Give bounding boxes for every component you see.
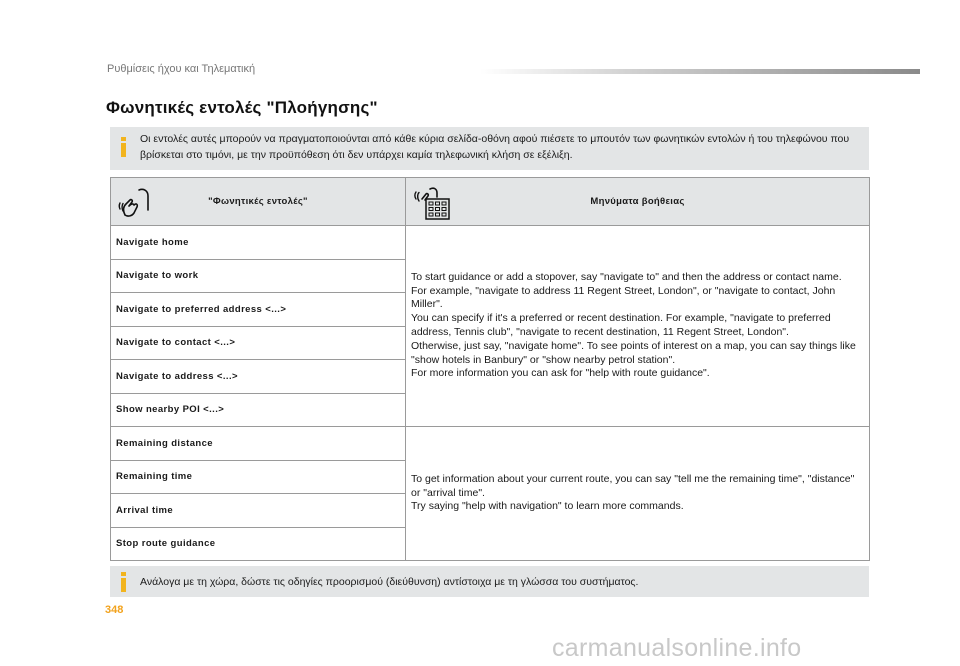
column-header-commands bbox=[111, 178, 406, 226]
help-message-line: Try saying "help with navigation" to learn more commands. bbox=[411, 500, 684, 513]
table-row bbox=[111, 226, 870, 260]
command-cell: Navigate to contact <...> bbox=[111, 326, 406, 360]
help-message-route-info bbox=[406, 427, 870, 561]
section-header: Ρυθμίσεις ήχου και Τηλεματική bbox=[107, 63, 256, 75]
help-message-line: For more information you can ask for "help with route guidance". bbox=[411, 367, 710, 380]
info-icon bbox=[121, 572, 126, 592]
command-cell: Remaining distance bbox=[111, 427, 406, 461]
column-header-commands-label: "Φωνητικές εντολές" bbox=[208, 196, 308, 207]
command-cell: Arrival time bbox=[111, 494, 406, 528]
command-cell: Navigate to address <...> bbox=[111, 360, 406, 394]
info-icon bbox=[121, 137, 126, 157]
info-text-bottom: Ανάλογα με τη χώρα, δώστε τις οδηγίες προορισμού (διεύθυνση) αντίστοιχα με τη γλώσσα του συστήματος. bbox=[140, 576, 639, 588]
help-message-line: Otherwise, just say, "navigate home". To see points of interest on a map, you can say things like "show hotels in Banbury" or "show nearby petrol station". bbox=[411, 339, 856, 366]
column-header-messages bbox=[406, 178, 870, 226]
table-row bbox=[111, 427, 870, 461]
page-title: Φωνητικές εντολές "Πλοήγησης" bbox=[106, 98, 378, 117]
help-message-line: You can specify if it's a preferred or recent destination. For example, "navigate to preferred address, Tennis club", "navigate to recent destination, 11 Regent Street, London". bbox=[411, 312, 831, 338]
watermark: carmanualsonline.info bbox=[552, 634, 802, 662]
info-text-top: Οι εντολές αυτές μπορούν να πραγματοποιούνται από κάθε κύρια σελίδα-οθόνη αφού πιέσετε το μπουτόν των φωνητικών εντολών ή του τηλεφώνου που βρίσκεται στο τιμόνι, με την προϋπόθεση ότι δεν υπάρχει καμία τηλεφωνική κλήση σε εξέλιξη. bbox=[140, 133, 850, 161]
command-cell: Navigate to preferred address <...> bbox=[111, 293, 406, 327]
help-message-navigation bbox=[406, 226, 870, 427]
voice-command-table bbox=[110, 177, 870, 561]
info-box-bottom bbox=[110, 566, 869, 597]
info-box-top bbox=[110, 127, 869, 170]
column-header-messages-label: Μηνύματα βοήθειας bbox=[590, 196, 685, 207]
command-cell: Navigate to work bbox=[111, 259, 406, 293]
page-number: 348 bbox=[105, 604, 124, 616]
header-divider bbox=[480, 69, 920, 74]
voice-keypad-icon bbox=[412, 185, 452, 221]
command-cell: Show nearby POI <...> bbox=[111, 393, 406, 427]
command-cell: Remaining time bbox=[111, 460, 406, 494]
help-message-line: For example, "navigate to address 11 Regent Street, London", or "navigate to contact, John Miller". bbox=[411, 284, 836, 311]
help-message-line: To get information about your current route, you can say "tell me the remaining time", "distance" or "arrival time". bbox=[411, 472, 855, 499]
help-message-line: To start guidance or add a stopover, say "navigate to" and then the address or contact name. bbox=[411, 270, 842, 283]
command-cell: Stop route guidance bbox=[111, 527, 406, 561]
command-cell: Navigate home bbox=[111, 226, 406, 260]
voice-hand-icon bbox=[117, 185, 153, 219]
